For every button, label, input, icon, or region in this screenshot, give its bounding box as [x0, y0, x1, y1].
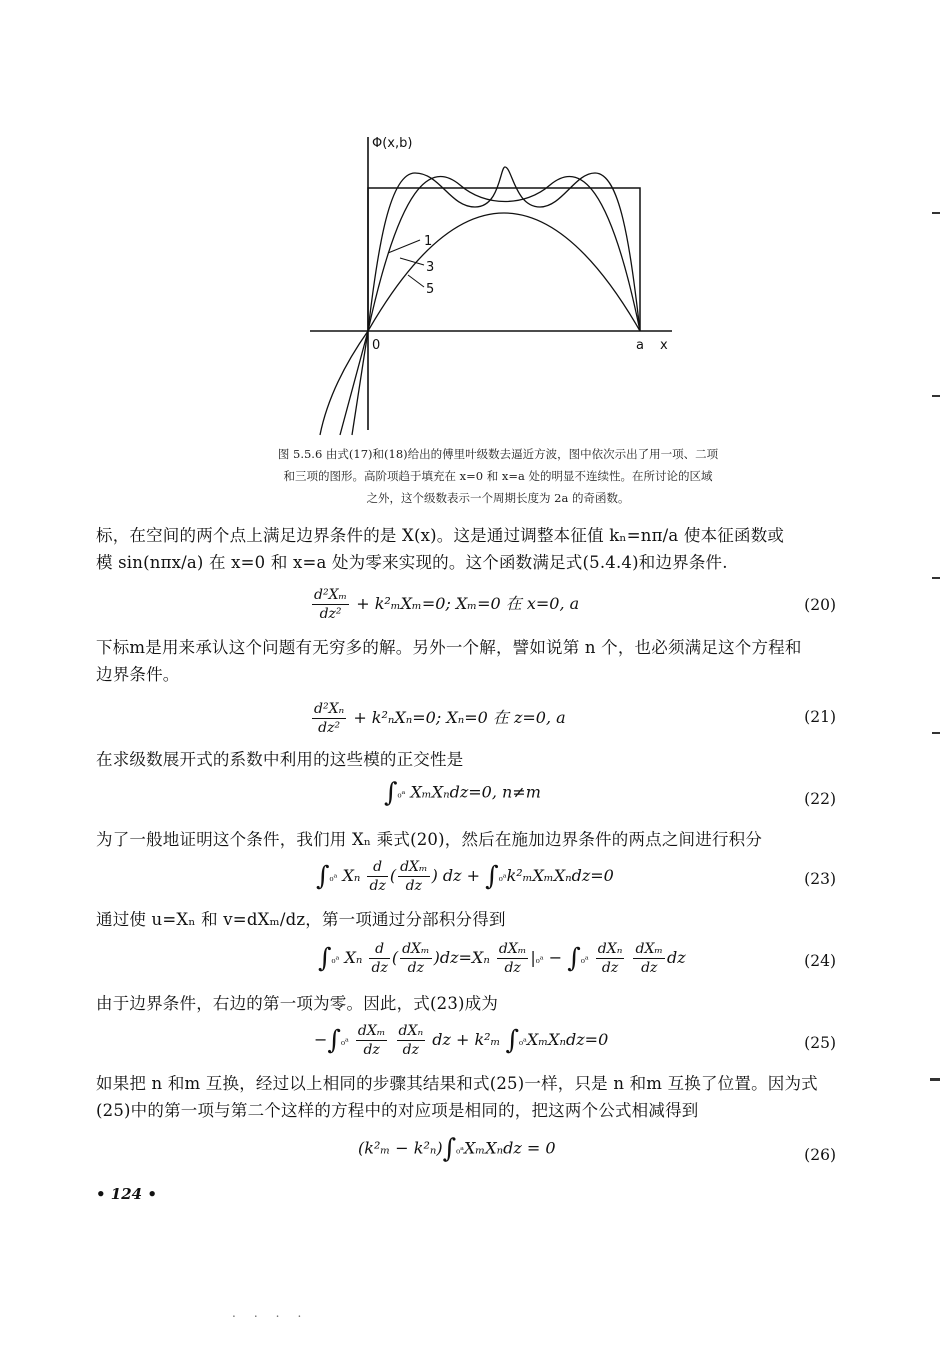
scan-edge-mark	[932, 395, 940, 397]
scan-dots: ....	[232, 1306, 320, 1320]
page-number: • 124 •	[96, 1185, 157, 1203]
scan-edge-mark	[932, 577, 940, 579]
square-wave	[368, 188, 640, 331]
equation-number-23: (23)	[804, 870, 836, 888]
equation-24: ∫₀ᵃ Xₙ $\frac{d}{dz}$ ( $\frac{\text{dXₘ}}{dz}$ )dz=Xₙ $\frac{\text{dXₘ}}{dz}$ |₀ᵃ − ∫₀ᵃ $\frac{\text{dXₙ}}{dz}$ $\frac{\text{dXₘ}}{dz}$ dz	[318, 941, 686, 976]
p2-line-1: 下标m是用来承认这个问题有无穷多的解。另外一个解，譬如说第 n 个，也必须满足这个方程和	[96, 638, 802, 657]
scan-edge-mark	[932, 732, 940, 734]
paragraph-1	[96, 522, 846, 576]
curve-label-1: 1	[424, 234, 433, 249]
p7-line-2: (25)中的第一项与第二个这样的方程中的对应项是相同的，把这两个公式相减得到	[96, 1101, 699, 1120]
figure-caption	[218, 443, 778, 509]
paragraph-6: 由于边界条件，右边的第一项为零。因此，式(23)成为	[96, 994, 499, 1013]
fourier-square-wave-figure	[300, 125, 700, 440]
curve-3-term	[340, 177, 640, 435]
equation-number-25: (25)	[804, 1034, 836, 1052]
paragraph-7	[96, 1070, 846, 1124]
paragraph-2	[96, 634, 846, 688]
scan-edge-mark	[930, 1078, 940, 1081]
equation-number-26: (26)	[804, 1146, 836, 1164]
equation-20: $\frac{\text{d²Xₘ}}{\text{dz²}}$ + k²ₘXₘ=0; Xₘ=0 在 x=0, a	[314, 587, 580, 622]
equation-25: −∫₀ᵃ $\frac{\text{dXₘ}}{dz}$ $\frac{\text{dXₙ}}{dz}$ dz + k²ₘ ∫₀ᵃXₘXₙdz=0	[314, 1023, 609, 1058]
equation-number-21: (21)	[804, 708, 836, 726]
x-axis-label: x	[660, 338, 668, 353]
equation-26: (k²ₘ − k²ₙ)∫₀ᵃXₘXₙdz = 0	[358, 1134, 556, 1164]
p2-line-2: 边界条件。	[96, 665, 180, 684]
caption-line-1: 图 5.5.6 由式(17)和(18)给出的傅里叶级数去逼近方波，图中依次示出了用一项、二项	[277, 447, 719, 461]
paragraph-4: 为了一般地证明这个条件，我们用 Xₙ 乘式(20)，然后在施加边界条件的两点之间进行积分	[96, 830, 763, 849]
equation-number-24: (24)	[804, 952, 836, 970]
p1-line-1: 标，在空间的两个点上满足边界条件的是 X(x)。这是通过调整本征值 kₙ=nπ/a 使本征函数或	[96, 526, 785, 545]
p7-line-1: 如果把 n 和m 互换，经过以上相同的步骤其结果和式(25)一样，只是 n 和m 互换了位置。因为式	[96, 1074, 818, 1093]
equation-22: ∫₀ᵃ XₘXₙdz=0, n≠m	[384, 778, 541, 808]
curve-5-term	[352, 167, 640, 435]
curve-label-5: 5	[426, 282, 435, 297]
y-axis-label: Φ(x,b)	[372, 136, 413, 151]
equation-23: ∫₀ᵃ Xₙ $\frac{d}{dz}$ ( $\frac{\text{dXₘ}}{dz}$ ) dz + ∫₀ᵃk²ₘXₘXₙdz=0	[316, 859, 614, 894]
a-label: a	[636, 338, 644, 353]
origin-label: 0	[372, 338, 381, 353]
equation-number-22: (22)	[804, 790, 836, 808]
equation-21: $\frac{\text{d²Xₙ}}{\text{dz²}}$ + k²ₙXₙ=0; Xₙ=0 在 z=0, a	[314, 701, 566, 736]
caption-line-2: 和三项的图形。高阶项趋于填充在 x=0 和 x=a 处的明显不连续性。在所讨论的区域	[283, 469, 713, 483]
scan-edge-mark	[932, 212, 940, 214]
curve-label-3: 3	[426, 260, 435, 275]
p1-line-2: 模 sin(nπx/a) 在 x=0 和 x=a 处为零来实现的。这个函数满足式(5.4.4)和边界条件.	[96, 553, 728, 572]
caption-line-3: 之外，这个级数表示一个周期长度为 2a 的奇函数。	[366, 491, 630, 505]
equation-number-20: (20)	[804, 596, 836, 614]
paragraph-3: 在求级数展开式的系数中利用的这些模的正交性是	[96, 750, 464, 769]
paragraph-5: 通过使 u=Xₙ 和 v=dXₘ/dz，第一项通过分部积分得到	[96, 910, 506, 929]
